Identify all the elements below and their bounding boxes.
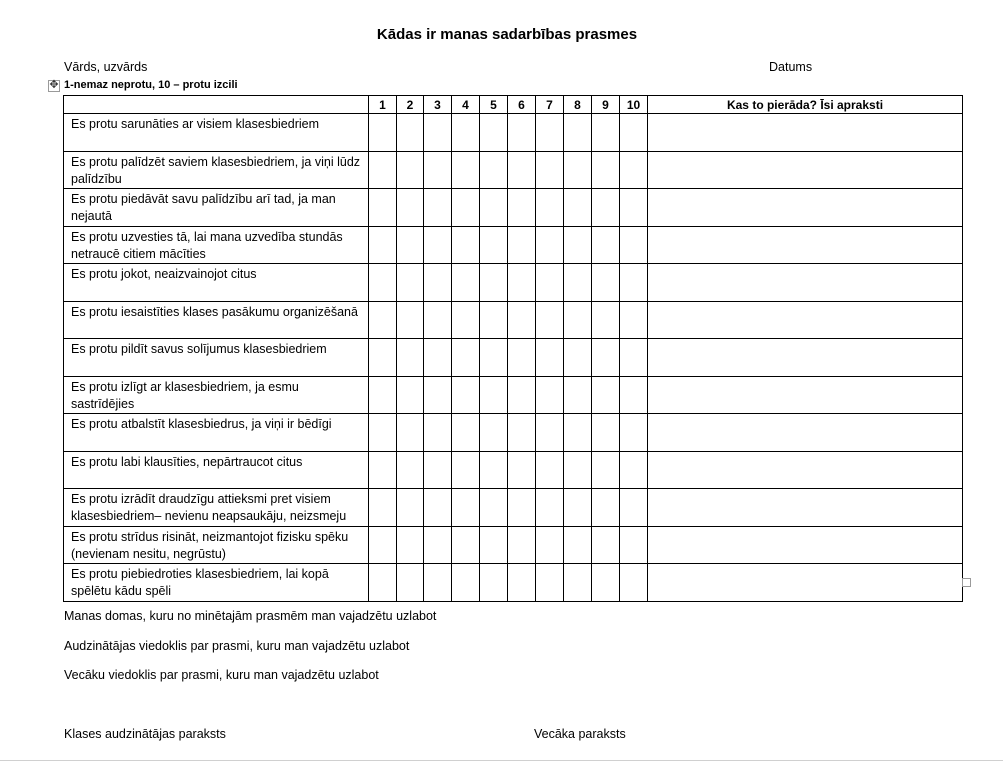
score-cell[interactable] — [480, 151, 508, 189]
score-cell[interactable] — [592, 114, 620, 152]
evidence-header: Kas to pierāda? Īsi apraksti — [648, 96, 963, 114]
score-cell[interactable] — [452, 451, 480, 489]
score-cell[interactable] — [620, 564, 648, 602]
skill-row — [64, 451, 963, 489]
evidence-cell[interactable] — [648, 451, 963, 489]
score-cell[interactable] — [564, 489, 592, 527]
statement-header — [64, 96, 369, 114]
skill-row — [64, 226, 963, 264]
table-resize-handle[interactable] — [962, 578, 971, 587]
evidence-cell[interactable] — [648, 151, 963, 189]
score-cell[interactable] — [536, 339, 564, 377]
score-cell[interactable] — [424, 526, 452, 564]
score-cell[interactable] — [452, 376, 480, 414]
score-cell[interactable] — [592, 376, 620, 414]
score-cell[interactable] — [369, 451, 397, 489]
score-cell[interactable] — [480, 489, 508, 527]
skill-statement: Es protu sarunāties ar visiem klasesbiedriem — [64, 114, 369, 152]
score-cell[interactable] — [620, 264, 648, 302]
score-cell[interactable] — [508, 189, 536, 227]
score-cell[interactable] — [452, 301, 480, 339]
score-cell[interactable] — [536, 151, 564, 189]
score-cell[interactable] — [424, 226, 452, 264]
score-cell[interactable] — [592, 339, 620, 377]
score-cell[interactable] — [424, 564, 452, 602]
skill-row — [64, 301, 963, 339]
parents-view-label: Vecāku viedoklis par prasmi, kuru man vajadzētu uzlabot — [64, 668, 379, 682]
score-cell[interactable] — [536, 564, 564, 602]
score-cell[interactable] — [564, 189, 592, 227]
score-cell[interactable] — [480, 564, 508, 602]
score-cell[interactable] — [536, 114, 564, 152]
score-cell[interactable] — [508, 301, 536, 339]
skill-statement: Es protu uzvesties tā, lai mana uzvedība stundās netraucē citiem mācīties — [64, 226, 369, 264]
score-cell[interactable] — [508, 526, 536, 564]
score-cell[interactable] — [424, 414, 452, 452]
page-bottom-border — [0, 760, 1003, 761]
score-cell[interactable] — [397, 189, 424, 227]
score-cell[interactable] — [508, 151, 536, 189]
skill-statement: Es protu atbalstīt klasesbiedrus, ja viņi ir bēdīgi — [64, 414, 369, 452]
score-cell[interactable] — [452, 114, 480, 152]
score-cell[interactable] — [424, 151, 452, 189]
score-cell[interactable] — [564, 264, 592, 302]
score-cell[interactable] — [369, 564, 397, 602]
document-title: Kādas ir manas sadarbības prasmes — [376, 26, 638, 43]
score-cell[interactable] — [564, 451, 592, 489]
score-cell[interactable] — [369, 151, 397, 189]
score-cell[interactable] — [564, 151, 592, 189]
evidence-cell[interactable] — [648, 339, 963, 377]
score-cell[interactable] — [564, 339, 592, 377]
score-cell[interactable] — [452, 151, 480, 189]
evidence-cell[interactable] — [648, 264, 963, 302]
score-cell[interactable] — [452, 226, 480, 264]
score-cell[interactable] — [536, 489, 564, 527]
score-header: 2 — [397, 96, 424, 114]
skill-row — [64, 564, 963, 602]
score-cell[interactable] — [564, 564, 592, 602]
evidence-cell[interactable] — [648, 489, 963, 527]
score-cell[interactable] — [452, 526, 480, 564]
teacher-signature-label: Klases audzinātājas paraksts — [64, 727, 226, 741]
evidence-cell[interactable] — [648, 301, 963, 339]
skill-row — [64, 489, 963, 527]
teacher-view-label: Audzinātājas viedoklis par prasmi, kuru man vajadzētu uzlabot — [64, 639, 410, 653]
score-cell[interactable] — [397, 226, 424, 264]
score-header: 6 — [508, 96, 536, 114]
skill-statement: Es protu strīdus risināt, neizmantojot fizisku spēku (nevienam nesitu, negrūstu) — [64, 526, 369, 564]
skill-statement: Es protu iesaistīties klases pasākumu organizēšanā — [64, 301, 369, 339]
skill-row — [64, 526, 963, 564]
score-cell[interactable] — [592, 301, 620, 339]
score-cell[interactable] — [480, 114, 508, 152]
score-cell[interactable] — [424, 489, 452, 527]
score-cell[interactable] — [397, 301, 424, 339]
score-cell[interactable] — [397, 451, 424, 489]
score-cell[interactable] — [480, 414, 508, 452]
skill-row — [64, 414, 963, 452]
score-cell[interactable] — [397, 339, 424, 377]
score-header: 1 — [369, 96, 397, 114]
evidence-cell[interactable] — [648, 414, 963, 452]
skill-statement: Es protu labi klausīties, nepārtraucot citus — [64, 451, 369, 489]
score-cell[interactable] — [397, 414, 424, 452]
score-cell[interactable] — [592, 564, 620, 602]
score-cell[interactable] — [508, 564, 536, 602]
scale-note: 1-nemaz neprotu, 10 – protu izcili — [64, 79, 238, 91]
score-cell[interactable] — [620, 151, 648, 189]
score-cell[interactable] — [508, 451, 536, 489]
score-cell[interactable] — [480, 226, 508, 264]
score-cell[interactable] — [564, 114, 592, 152]
score-cell[interactable] — [592, 414, 620, 452]
score-cell[interactable] — [369, 489, 397, 527]
table-header-row — [64, 96, 963, 114]
score-cell[interactable] — [397, 564, 424, 602]
score-cell[interactable] — [397, 114, 424, 152]
skill-statement: Es protu izrādīt draudzīgu attieksmi pret visiem klasesbiedriem– nevienu neapsaukāju, neizsmeju — [64, 489, 369, 527]
table-move-handle-icon[interactable]: ✥ — [49, 79, 59, 91]
score-cell[interactable] — [424, 451, 452, 489]
score-cell[interactable] — [508, 264, 536, 302]
evidence-cell[interactable] — [648, 189, 963, 227]
score-cell[interactable] — [452, 489, 480, 527]
score-cell[interactable] — [592, 151, 620, 189]
score-cell[interactable] — [369, 526, 397, 564]
score-cell[interactable] — [369, 189, 397, 227]
skills-table — [63, 95, 963, 602]
skill-row — [64, 114, 963, 152]
score-cell[interactable] — [424, 114, 452, 152]
score-header: 9 — [592, 96, 620, 114]
skill-statement: Es protu izlīgt ar klasesbiedriem, ja esmu sastrīdējies — [64, 376, 369, 414]
score-cell[interactable] — [592, 226, 620, 264]
skill-statement: Es protu piebiedroties klasesbiedriem, lai kopā spēlētu kādu spēli — [64, 564, 369, 602]
score-cell[interactable] — [620, 451, 648, 489]
score-cell[interactable] — [452, 189, 480, 227]
score-cell[interactable] — [480, 264, 508, 302]
score-cell[interactable] — [397, 264, 424, 302]
score-cell[interactable] — [592, 526, 620, 564]
score-cell[interactable] — [564, 226, 592, 264]
skill-statement: Es protu piedāvāt savu palīdzību arī tad, ja man nejautā — [64, 189, 369, 227]
score-cell[interactable] — [536, 189, 564, 227]
score-cell[interactable] — [620, 301, 648, 339]
score-header: 10 — [620, 96, 648, 114]
score-cell[interactable] — [620, 226, 648, 264]
score-cell[interactable] — [452, 564, 480, 602]
score-cell[interactable] — [536, 301, 564, 339]
score-cell[interactable] — [452, 414, 480, 452]
score-header: 8 — [564, 96, 592, 114]
score-header: 5 — [480, 96, 508, 114]
score-cell[interactable] — [480, 189, 508, 227]
skill-row — [64, 189, 963, 227]
score-cell[interactable] — [452, 339, 480, 377]
name-label: Vārds, uzvārds — [64, 60, 148, 74]
score-cell[interactable] — [424, 189, 452, 227]
score-cell[interactable] — [536, 414, 564, 452]
score-cell[interactable] — [564, 414, 592, 452]
score-cell[interactable] — [452, 264, 480, 302]
skill-statement: Es protu palīdzēt saviem klasesbiedriem, ja viņi lūdz palīdzību — [64, 151, 369, 189]
evidence-cell[interactable] — [648, 226, 963, 264]
score-header: 7 — [536, 96, 564, 114]
score-cell[interactable] — [369, 114, 397, 152]
score-cell[interactable] — [424, 264, 452, 302]
score-cell[interactable] — [369, 339, 397, 377]
score-cell[interactable] — [480, 451, 508, 489]
own-thoughts-label: Manas domas, kuru no minētajām prasmēm man vajadzētu uzlabot — [64, 609, 437, 623]
score-cell[interactable] — [397, 151, 424, 189]
score-cell[interactable] — [564, 376, 592, 414]
skill-row — [64, 151, 963, 189]
score-cell[interactable] — [620, 339, 648, 377]
score-cell[interactable] — [480, 339, 508, 377]
score-cell[interactable] — [508, 226, 536, 264]
score-cell[interactable] — [536, 451, 564, 489]
skill-row — [64, 264, 963, 302]
score-cell[interactable] — [620, 114, 648, 152]
score-cell[interactable] — [620, 414, 648, 452]
score-cell[interactable] — [397, 489, 424, 527]
score-cell[interactable] — [564, 526, 592, 564]
score-cell[interactable] — [508, 489, 536, 527]
score-cell[interactable] — [536, 526, 564, 564]
score-cell[interactable] — [620, 189, 648, 227]
score-cell[interactable] — [480, 526, 508, 564]
score-cell[interactable] — [564, 301, 592, 339]
score-cell[interactable] — [592, 189, 620, 227]
score-cell[interactable] — [424, 376, 452, 414]
evidence-cell[interactable] — [648, 526, 963, 564]
evidence-cell[interactable] — [648, 564, 963, 602]
score-header: 3 — [424, 96, 452, 114]
score-cell[interactable] — [480, 301, 508, 339]
score-cell[interactable] — [508, 114, 536, 152]
evidence-cell[interactable] — [648, 376, 963, 414]
score-header: 4 — [452, 96, 480, 114]
score-cell[interactable] — [536, 264, 564, 302]
score-cell[interactable] — [620, 489, 648, 527]
date-label: Datums — [769, 60, 813, 74]
score-cell[interactable] — [369, 376, 397, 414]
score-cell[interactable] — [536, 226, 564, 264]
score-cell[interactable] — [369, 226, 397, 264]
score-cell[interactable] — [424, 339, 452, 377]
score-cell[interactable] — [592, 264, 620, 302]
skill-row — [64, 339, 963, 377]
score-cell[interactable] — [369, 264, 397, 302]
score-cell[interactable] — [424, 301, 452, 339]
skill-statement: Es protu pildīt savus solījumus klasesbiedriem — [64, 339, 369, 377]
score-cell[interactable] — [508, 339, 536, 377]
skill-row — [64, 376, 963, 414]
skill-statement: Es protu jokot, neaizvainojot citus — [64, 264, 369, 302]
score-cell[interactable] — [480, 376, 508, 414]
score-cell[interactable] — [508, 414, 536, 452]
evidence-cell[interactable] — [648, 114, 963, 152]
score-cell[interactable] — [508, 376, 536, 414]
score-cell[interactable] — [369, 301, 397, 339]
score-cell[interactable] — [620, 526, 648, 564]
score-cell[interactable] — [620, 376, 648, 414]
parent-signature-label: Vecāka paraksts — [534, 727, 626, 741]
score-cell[interactable] — [592, 451, 620, 489]
score-cell[interactable] — [369, 414, 397, 452]
score-cell[interactable] — [536, 376, 564, 414]
score-cell[interactable] — [592, 489, 620, 527]
score-cell[interactable] — [397, 376, 424, 414]
score-cell[interactable] — [397, 526, 424, 564]
